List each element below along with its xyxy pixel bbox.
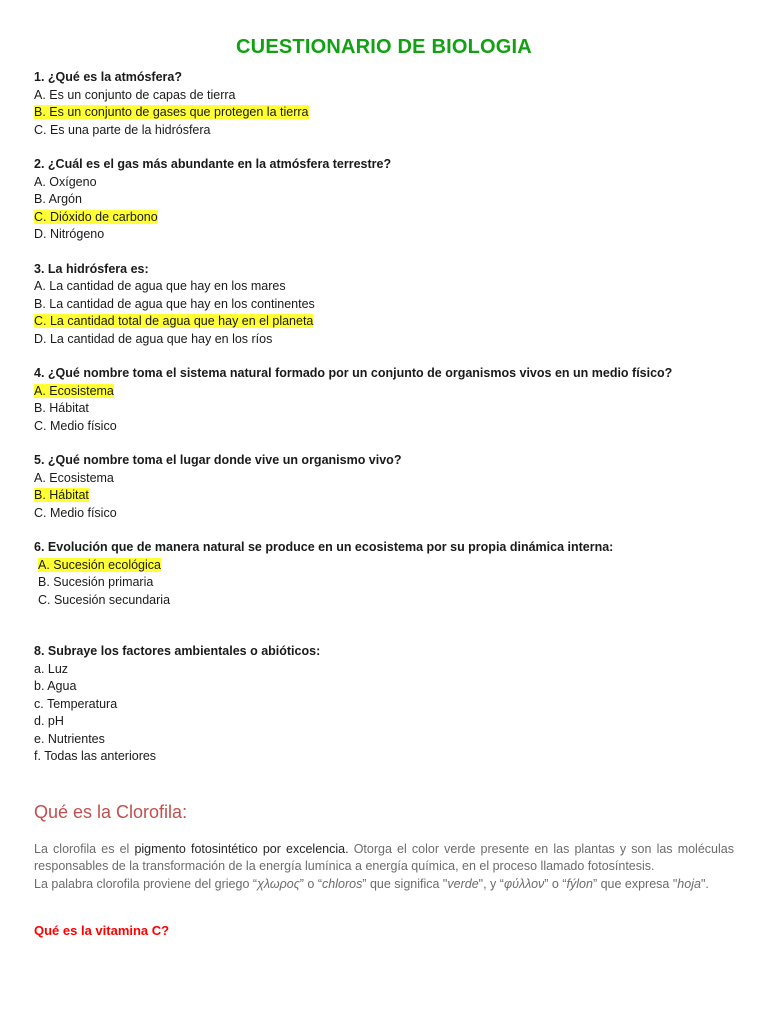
option	[34, 383, 734, 401]
option-text: C. Es una parte de la hidrósfera	[34, 122, 211, 137]
option	[34, 209, 734, 227]
option-text: A. Ecosistema	[34, 470, 114, 485]
text-run: ” que significa "	[362, 876, 448, 891]
question-number: 5.	[34, 453, 45, 467]
question-2	[34, 156, 734, 244]
latin-word: chloros	[322, 876, 363, 891]
question-text: ¿Qué nombre toma el lugar donde vive un organismo vivo?	[47, 453, 402, 467]
question-text: ¿Cuál es el gas más abundante en la atmósfera terrestre?	[47, 157, 392, 171]
highlighted-answer: B. Es un conjunto de gases que protegen la tierra	[34, 105, 309, 119]
question-heading	[34, 643, 734, 661]
option-text: B. La cantidad de agua que hay en los continentes	[34, 296, 315, 311]
option	[34, 574, 734, 592]
option	[34, 400, 734, 418]
option-text: C. Sucesión secundaria	[38, 592, 171, 607]
option: e. Nutrientes	[34, 731, 105, 746]
text-run: La palabra clorofila proviene del griego “	[34, 876, 258, 891]
latin-word: fýlon	[566, 876, 593, 891]
option-text: C. Medio físico	[34, 505, 117, 520]
option	[34, 226, 734, 244]
option-text: D. La cantidad de agua que hay en los ríos	[34, 331, 273, 346]
question-heading	[34, 261, 734, 279]
option-text: B. Argón	[34, 192, 82, 206]
option: d. pH	[34, 714, 64, 728]
greek-word: χλωρος	[257, 876, 300, 891]
highlighted-answer: C. Dióxido de carbono	[34, 209, 158, 224]
text-run: .	[345, 841, 349, 856]
option: b. Agua	[34, 679, 77, 693]
text-run: ” que expresa "	[592, 876, 678, 891]
question-heading	[34, 539, 734, 557]
option	[34, 296, 734, 314]
option	[34, 87, 734, 105]
question-6	[34, 539, 734, 609]
option-text: A. La cantidad de agua que hay en los mares	[34, 279, 286, 293]
clorofila-heading: Qué es la Clorofila:	[34, 801, 188, 822]
link-pigmento[interactable]: pigmento fotosintético por excelencia	[134, 841, 346, 856]
option	[34, 331, 734, 349]
vitamina-heading: Qué es la vitamina C?	[34, 923, 170, 938]
option	[34, 418, 734, 436]
document-page	[34, 36, 734, 938]
question-number: 1.	[34, 70, 45, 84]
option	[34, 122, 734, 140]
option	[34, 470, 734, 488]
question-1	[34, 69, 734, 139]
question-number: 4.	[34, 366, 45, 380]
highlighted-answer: C. La cantidad total de agua que hay en el planeta	[34, 314, 314, 328]
question-8	[34, 643, 734, 766]
question-heading	[34, 69, 734, 87]
question-text: ¿Qué nombre toma el sistema natural formado por un conjunto de organismos vivos en un medio físico?	[47, 366, 673, 380]
text-run: ” o “	[544, 876, 567, 891]
meaning-word: hoja	[677, 876, 701, 891]
question-heading	[34, 365, 734, 383]
clorofila-paragraph-1	[34, 841, 734, 876]
meaning-word: verde	[447, 876, 479, 891]
option: c. Temperatura	[34, 696, 118, 711]
question-number: 3.	[34, 261, 45, 276]
text-run: ” o “	[299, 876, 323, 891]
question-number: 2.	[34, 157, 45, 171]
question-5	[34, 452, 734, 522]
text-run: ".	[700, 876, 709, 891]
option	[34, 487, 734, 505]
option	[34, 174, 734, 192]
option	[34, 505, 734, 523]
text-run: La clorofila es el	[34, 841, 135, 856]
option-text: B. Sucesión primaria	[38, 575, 154, 589]
option	[34, 592, 734, 610]
question-text: Subraye los factores ambientales o abióticos:	[47, 644, 321, 658]
option-text: D. Nitrógeno	[34, 227, 105, 241]
question-text: ¿Qué es la atmósfera?	[47, 70, 182, 84]
page-title: CUESTIONARIO DE BIOLOGIA	[236, 36, 532, 58]
option-text: A. Oxígeno	[34, 174, 97, 189]
option	[34, 191, 734, 209]
question-4	[34, 365, 734, 435]
text-run: Otorga el color verde presente en las plantas y son las moléculas responsables de la transformación de la energía lumínica a energía química, en el proceso llamado fotosíntesis.	[34, 841, 734, 873]
option	[34, 278, 734, 296]
highlighted-answer: A. Sucesión ecológica	[38, 557, 161, 572]
question-text: La hidrósfera es:	[47, 261, 149, 276]
option	[34, 313, 734, 331]
option: f. Todas las anteriores	[34, 749, 157, 763]
question-list	[34, 69, 734, 609]
option: a. Luz	[34, 661, 69, 676]
option	[34, 104, 734, 122]
option-text: A. Es un conjunto de capas de tierra	[34, 87, 236, 102]
highlighted-answer: B. Hábitat	[34, 488, 89, 502]
question-heading	[34, 156, 734, 174]
question-heading	[34, 452, 734, 470]
question-number: 8.	[34, 644, 45, 658]
clorofila-paragraph-2	[34, 876, 734, 894]
option-text: B. Hábitat	[34, 401, 89, 415]
text-run: ", y “	[478, 876, 504, 891]
option-text: C. Medio físico	[34, 418, 117, 433]
highlighted-answer: A. Ecosistema	[34, 383, 114, 398]
question-text: Evolución que de manera natural se produce en un ecosistema por su propia dinámica interna:	[47, 540, 614, 554]
question-number: 6.	[34, 540, 45, 554]
question-3	[34, 261, 734, 349]
option	[34, 557, 734, 575]
greek-word: φύλλον	[503, 876, 545, 891]
